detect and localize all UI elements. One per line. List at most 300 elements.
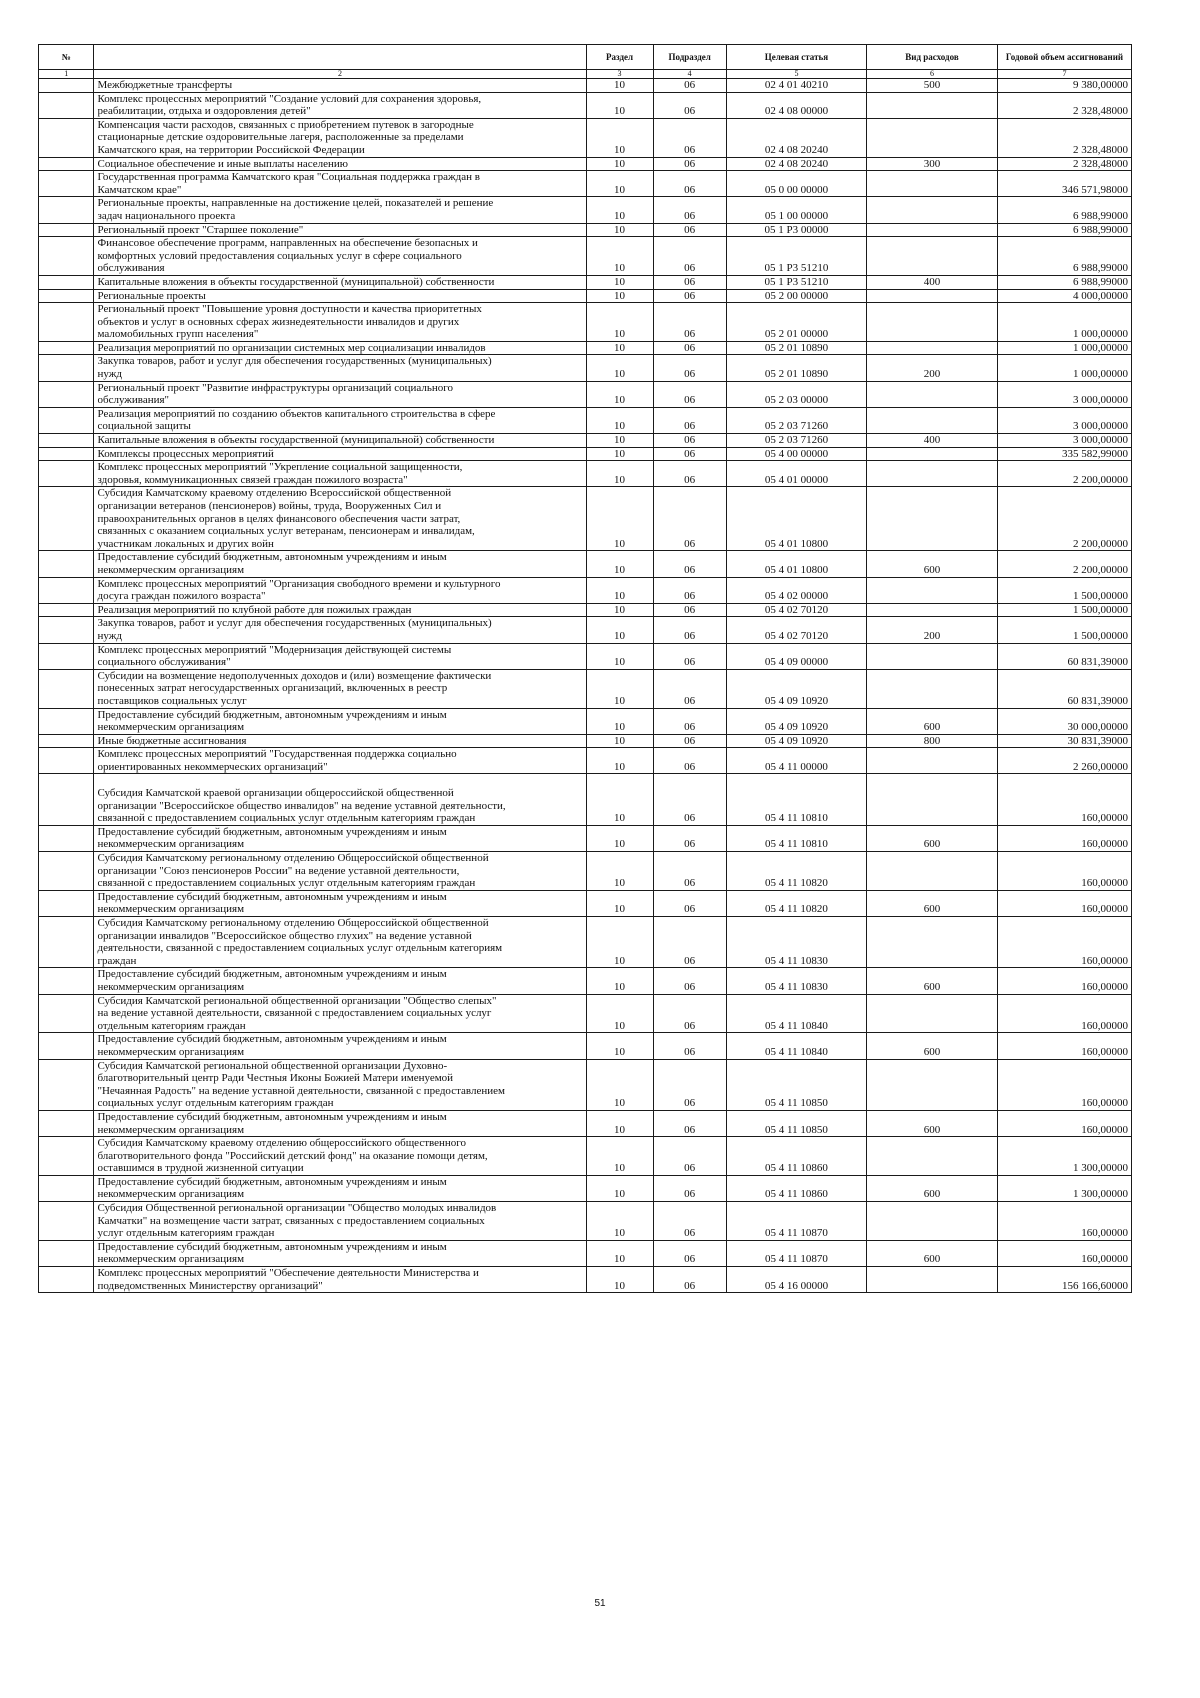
- row-article-cell: 05 4 09 00000: [726, 643, 866, 669]
- row-article-cell: 05 4 11 10820: [726, 890, 866, 916]
- table-row: [39, 1059, 1132, 1110]
- row-podrazdel-cell: 06: [653, 197, 726, 223]
- table-row: [39, 223, 1132, 237]
- row-name-cell: Финансовое обеспечение программ, направленных на обеспечение безопасных и комфортных условий предоставления социальных услуг в сфере социального обслуживания: [94, 237, 586, 276]
- row-name-cell: Субсидия Камчатской региональной общественной организации "Общество слепых" на ведение уставной деятельности, связанной с предоставлением социальных услуг отдельным категориям граждан: [94, 994, 586, 1033]
- row-razdel-cell: 10: [586, 1033, 653, 1059]
- row-razdel-cell: 10: [586, 603, 653, 617]
- row-podrazdel-cell: 06: [653, 825, 726, 851]
- row-amount-cell: 2 328,48000: [997, 92, 1131, 118]
- row-amount-cell: 2 200,00000: [997, 487, 1131, 551]
- table-row: [39, 994, 1132, 1033]
- row-amount-cell: 160,00000: [997, 825, 1131, 851]
- row-vid-cell: 600: [867, 1110, 998, 1136]
- row-article-cell: 05 4 11 10860: [726, 1137, 866, 1176]
- row-podrazdel-cell: 06: [653, 968, 726, 994]
- row-razdel-cell: 10: [586, 1059, 653, 1110]
- column-number: 4: [653, 70, 726, 79]
- row-amount-cell: 160,00000: [997, 852, 1131, 891]
- row-number-cell: [39, 118, 94, 157]
- row-razdel-cell: 10: [586, 968, 653, 994]
- row-number-cell: [39, 197, 94, 223]
- row-article-cell: 05 4 01 00000: [726, 461, 866, 487]
- row-vid-cell: [867, 92, 998, 118]
- row-amount-cell: 1 300,00000: [997, 1137, 1131, 1176]
- row-razdel-cell: 10: [586, 748, 653, 774]
- row-razdel-cell: 10: [586, 774, 653, 825]
- row-name-cell: Закупка товаров, работ и услуг для обеспечения государственных (муниципальных) нужд: [94, 617, 586, 643]
- row-number-cell: [39, 407, 94, 433]
- table-row: [39, 748, 1132, 774]
- row-number-cell: [39, 461, 94, 487]
- table-row: [39, 825, 1132, 851]
- row-razdel-cell: 10: [586, 1175, 653, 1201]
- row-amount-cell: 160,00000: [997, 774, 1131, 825]
- row-razdel-cell: 10: [586, 289, 653, 303]
- row-razdel-cell: 10: [586, 407, 653, 433]
- row-vid-cell: [867, 603, 998, 617]
- row-razdel-cell: 10: [586, 303, 653, 342]
- row-number-cell: [39, 734, 94, 748]
- row-number-cell: [39, 447, 94, 461]
- row-vid-cell: [867, 852, 998, 891]
- row-name-cell: Реализация мероприятий по созданию объектов капитального строительства в сфере социальной защиты: [94, 407, 586, 433]
- row-razdel-cell: 10: [586, 275, 653, 289]
- row-amount-cell: 160,00000: [997, 1059, 1131, 1110]
- row-razdel-cell: 10: [586, 79, 653, 93]
- row-amount-cell: 1 500,00000: [997, 617, 1131, 643]
- row-vid-cell: [867, 447, 998, 461]
- row-razdel-cell: 10: [586, 197, 653, 223]
- row-razdel-cell: 10: [586, 669, 653, 708]
- row-article-cell: 05 2 03 71260: [726, 434, 866, 448]
- row-podrazdel-cell: 06: [653, 461, 726, 487]
- row-podrazdel-cell: 06: [653, 223, 726, 237]
- row-razdel-cell: 10: [586, 617, 653, 643]
- row-name-cell: Предоставление субсидий бюджетным, автономным учреждениям и иным некоммерческим организациям: [94, 825, 586, 851]
- row-name-cell: Комплексы процессных мероприятий: [94, 447, 586, 461]
- row-podrazdel-cell: 06: [653, 237, 726, 276]
- row-podrazdel-cell: 06: [653, 1033, 726, 1059]
- row-vid-cell: [867, 748, 998, 774]
- row-article-cell: 05 4 11 10840: [726, 994, 866, 1033]
- row-name-cell: Субсидия Общественной региональной организации "Общество молодых инвалидов Камчатки" на возмещение части затрат, связанных с предоставлением социальных услуг отдельным категориям граждан: [94, 1202, 586, 1241]
- row-number-cell: [39, 355, 94, 381]
- row-number-cell: [39, 487, 94, 551]
- row-amount-cell: 1 000,00000: [997, 355, 1131, 381]
- table-row: [39, 968, 1132, 994]
- table-row: [39, 157, 1132, 171]
- row-name-cell: Компенсация части расходов, связанных с приобретением путевок в загородные стационарные детские оздоровительные лагеря, расположенные за пределами Камчатского края, на территории Российской Федерации: [94, 118, 586, 157]
- row-number-cell: [39, 551, 94, 577]
- row-name-cell: Комплекс процессных мероприятий "Организация свободного времени и культурного досуга граждан пожилого возраста": [94, 577, 586, 603]
- row-vid-cell: [867, 171, 998, 197]
- row-vid-cell: 600: [867, 890, 998, 916]
- row-number-cell: [39, 577, 94, 603]
- row-article-cell: 05 4 11 10860: [726, 1175, 866, 1201]
- row-podrazdel-cell: 06: [653, 1240, 726, 1266]
- row-article-cell: 05 4 11 10850: [726, 1110, 866, 1136]
- row-article-cell: 05 2 01 10890: [726, 341, 866, 355]
- row-article-cell: 05 2 00 00000: [726, 289, 866, 303]
- row-amount-cell: 3 000,00000: [997, 381, 1131, 407]
- row-vid-cell: 200: [867, 355, 998, 381]
- row-vid-cell: [867, 237, 998, 276]
- row-podrazdel-cell: 06: [653, 1202, 726, 1241]
- table-row: [39, 407, 1132, 433]
- table-row: [39, 643, 1132, 669]
- row-vid-cell: 500: [867, 79, 998, 93]
- table-row: [39, 92, 1132, 118]
- row-amount-cell: 6 988,99000: [997, 237, 1131, 276]
- row-amount-cell: 4 000,00000: [997, 289, 1131, 303]
- row-vid-cell: [867, 577, 998, 603]
- row-name-cell: Предоставление субсидий бюджетным, автономным учреждениям и иным некоммерческим организациям: [94, 890, 586, 916]
- row-amount-cell: 6 988,99000: [997, 197, 1131, 223]
- row-name-cell: Предоставление субсидий бюджетным, автономным учреждениям и иным некоммерческим организациям: [94, 708, 586, 734]
- table-row: [39, 1240, 1132, 1266]
- row-razdel-cell: 10: [586, 171, 653, 197]
- row-article-cell: 05 4 11 00000: [726, 748, 866, 774]
- row-vid-cell: [867, 774, 998, 825]
- table-row: [39, 355, 1132, 381]
- row-podrazdel-cell: 06: [653, 994, 726, 1033]
- table-row: [39, 774, 1132, 825]
- row-article-cell: 02 4 08 20240: [726, 118, 866, 157]
- row-name-cell: Комплекс процессных мероприятий "Укрепление социальной защищенности, здоровья, коммуникационных связей граждан пожилого возраста": [94, 461, 586, 487]
- row-razdel-cell: 10: [586, 118, 653, 157]
- row-vid-cell: [867, 381, 998, 407]
- row-podrazdel-cell: 06: [653, 487, 726, 551]
- row-amount-cell: 160,00000: [997, 1202, 1131, 1241]
- row-article-cell: 05 2 01 10890: [726, 355, 866, 381]
- row-podrazdel-cell: 06: [653, 92, 726, 118]
- row-razdel-cell: 10: [586, 341, 653, 355]
- header-podrazdel: Подраздел: [653, 45, 726, 70]
- row-vid-cell: [867, 461, 998, 487]
- row-number-cell: [39, 1110, 94, 1136]
- table-row: [39, 434, 1132, 448]
- header-name: [94, 45, 586, 70]
- row-number-cell: [39, 79, 94, 93]
- header-row: [39, 45, 1132, 70]
- row-podrazdel-cell: 06: [653, 157, 726, 171]
- row-podrazdel-cell: 06: [653, 434, 726, 448]
- table-row: [39, 708, 1132, 734]
- row-podrazdel-cell: 06: [653, 617, 726, 643]
- row-vid-cell: [867, 407, 998, 433]
- page-number: 51: [594, 1598, 606, 1609]
- row-podrazdel-cell: 06: [653, 669, 726, 708]
- row-vid-cell: 600: [867, 551, 998, 577]
- row-article-cell: 05 2 03 00000: [726, 381, 866, 407]
- row-vid-cell: 600: [867, 825, 998, 851]
- row-article-cell: 02 4 08 00000: [726, 92, 866, 118]
- row-podrazdel-cell: 06: [653, 551, 726, 577]
- row-vid-cell: [867, 303, 998, 342]
- row-vid-cell: [867, 118, 998, 157]
- row-number-cell: [39, 968, 94, 994]
- row-amount-cell: 6 988,99000: [997, 275, 1131, 289]
- row-number-cell: [39, 603, 94, 617]
- row-podrazdel-cell: 06: [653, 1110, 726, 1136]
- row-name-cell: Комплекс процессных мероприятий "Создание условий для сохранения здоровья, реабилитации, отдыха и оздоровления детей": [94, 92, 586, 118]
- row-podrazdel-cell: 06: [653, 748, 726, 774]
- row-number-cell: [39, 171, 94, 197]
- row-number-cell: [39, 1033, 94, 1059]
- row-amount-cell: 160,00000: [997, 1033, 1131, 1059]
- row-name-cell: Субсидии на возмещение недополученных доходов и (или) возмещение фактически понесенных затрат негосударственных организаций, включенных в реестр поставщиков социальных услуг: [94, 669, 586, 708]
- row-razdel-cell: 10: [586, 708, 653, 734]
- row-amount-cell: 160,00000: [997, 890, 1131, 916]
- row-vid-cell: [867, 197, 998, 223]
- row-razdel-cell: 10: [586, 434, 653, 448]
- row-podrazdel-cell: 06: [653, 289, 726, 303]
- row-name-cell: Предоставление субсидий бюджетным, автономным учреждениям и иным некоммерческим организациям: [94, 551, 586, 577]
- row-vid-cell: [867, 289, 998, 303]
- header-vid: Вид расходов: [867, 45, 998, 70]
- row-number-cell: [39, 994, 94, 1033]
- table-row: [39, 118, 1132, 157]
- row-article-cell: 05 4 11 10870: [726, 1202, 866, 1241]
- row-vid-cell: [867, 1137, 998, 1176]
- row-article-cell: 05 1 P3 51210: [726, 275, 866, 289]
- row-podrazdel-cell: 06: [653, 852, 726, 891]
- row-article-cell: 05 0 00 00000: [726, 171, 866, 197]
- row-vid-cell: 400: [867, 275, 998, 289]
- row-number-cell: [39, 92, 94, 118]
- row-name-cell: Межбюджетные трансферты: [94, 79, 586, 93]
- row-article-cell: 05 4 11 10840: [726, 1033, 866, 1059]
- row-article-cell: 05 4 11 10810: [726, 774, 866, 825]
- row-razdel-cell: 10: [586, 643, 653, 669]
- row-number-cell: [39, 341, 94, 355]
- row-name-cell: Комплекс процессных мероприятий "Обеспечение деятельности Министерства и подведомственных Министерству организаций": [94, 1267, 586, 1293]
- column-number: 1: [39, 70, 94, 79]
- row-podrazdel-cell: 06: [653, 407, 726, 433]
- row-podrazdel-cell: 06: [653, 381, 726, 407]
- table-row: [39, 1175, 1132, 1201]
- row-name-cell: Закупка товаров, работ и услуг для обеспечения государственных (муниципальных) нужд: [94, 355, 586, 381]
- table-row: [39, 551, 1132, 577]
- row-amount-cell: 1 000,00000: [997, 303, 1131, 342]
- table-row: [39, 447, 1132, 461]
- row-vid-cell: 400: [867, 434, 998, 448]
- table-row: [39, 461, 1132, 487]
- row-name-cell: Капитальные вложения в объекты государственной (муниципальной) собственности: [94, 275, 586, 289]
- column-number: 3: [586, 70, 653, 79]
- row-name-cell: Предоставление субсидий бюджетным, автономным учреждениям и иным некоммерческим организациям: [94, 968, 586, 994]
- table-row: [39, 852, 1132, 891]
- row-name-cell: Субсидия Камчатской краевой организации общероссийской общественной организации "Всероссийское общество инвалидов" на ведение уставной деятельности, связанной с предоставлением социальных услуг отдельным категориям граждан: [94, 774, 586, 825]
- row-number-cell: [39, 617, 94, 643]
- row-article-cell: 05 1 P3 00000: [726, 223, 866, 237]
- row-razdel-cell: 10: [586, 92, 653, 118]
- row-podrazdel-cell: 06: [653, 1137, 726, 1176]
- row-number-cell: [39, 852, 94, 891]
- table-row: [39, 341, 1132, 355]
- row-vid-cell: 600: [867, 708, 998, 734]
- row-vid-cell: [867, 917, 998, 968]
- table-row: [39, 381, 1132, 407]
- table-row: [39, 303, 1132, 342]
- row-amount-cell: 160,00000: [997, 917, 1131, 968]
- row-name-cell: Реализация мероприятий по клубной работе для пожилых граждан: [94, 603, 586, 617]
- header-article: Целевая статья: [726, 45, 866, 70]
- row-number-cell: [39, 237, 94, 276]
- row-name-cell: Капитальные вложения в объекты государственной (муниципальной) собственности: [94, 434, 586, 448]
- row-name-cell: Иные бюджетные ассигнования: [94, 734, 586, 748]
- table-row: [39, 79, 1132, 93]
- row-podrazdel-cell: 06: [653, 774, 726, 825]
- row-name-cell: Комплекс процессных мероприятий "Модернизация действующей системы социального обслуживания": [94, 643, 586, 669]
- row-razdel-cell: 10: [586, 551, 653, 577]
- row-article-cell: 05 4 01 10800: [726, 551, 866, 577]
- table-row: [39, 1033, 1132, 1059]
- row-amount-cell: 160,00000: [997, 1110, 1131, 1136]
- row-podrazdel-cell: 06: [653, 708, 726, 734]
- row-article-cell: 05 4 11 10830: [726, 917, 866, 968]
- header-amount: Годовой объем ассигнований: [997, 45, 1131, 70]
- table-row: [39, 237, 1132, 276]
- row-razdel-cell: 10: [586, 577, 653, 603]
- row-name-cell: Предоставление субсидий бюджетным, автономным учреждениям и иным некоммерческим организациям: [94, 1175, 586, 1201]
- row-amount-cell: 3 000,00000: [997, 434, 1131, 448]
- row-name-cell: Субсидия Камчатскому краевому отделению общероссийского общественного благотворительного фонда "Российский детский фонд" на оказание помощи детям, оставшимся в трудной жизненной ситуации: [94, 1137, 586, 1176]
- row-podrazdel-cell: 06: [653, 341, 726, 355]
- row-podrazdel-cell: 06: [653, 734, 726, 748]
- row-podrazdel-cell: 06: [653, 275, 726, 289]
- row-number-cell: [39, 1059, 94, 1110]
- row-vid-cell: [867, 341, 998, 355]
- row-article-cell: 05 4 02 70120: [726, 603, 866, 617]
- row-name-cell: Государственная программа Камчатского края "Социальная поддержка граждан в Камчатском крае": [94, 171, 586, 197]
- row-vid-cell: 600: [867, 968, 998, 994]
- row-name-cell: Социальное обеспечение и иные выплаты населению: [94, 157, 586, 171]
- row-amount-cell: 1 000,00000: [997, 341, 1131, 355]
- row-podrazdel-cell: 06: [653, 303, 726, 342]
- row-name-cell: Региональные проекты, направленные на достижение целей, показателей и решение задач национального проекта: [94, 197, 586, 223]
- row-article-cell: 05 4 00 00000: [726, 447, 866, 461]
- column-number: 2: [94, 70, 586, 79]
- row-amount-cell: 2 260,00000: [997, 748, 1131, 774]
- row-article-cell: 05 4 02 00000: [726, 577, 866, 603]
- row-amount-cell: 335 582,99000: [997, 447, 1131, 461]
- table-row: [39, 289, 1132, 303]
- row-amount-cell: 346 571,98000: [997, 171, 1131, 197]
- row-number-cell: [39, 748, 94, 774]
- row-podrazdel-cell: 06: [653, 643, 726, 669]
- row-razdel-cell: 10: [586, 917, 653, 968]
- table-row: [39, 1202, 1132, 1241]
- row-amount-cell: 9 380,00000: [997, 79, 1131, 93]
- budget-table: [38, 44, 1132, 1293]
- row-vid-cell: [867, 994, 998, 1033]
- table-row: [39, 734, 1132, 748]
- row-article-cell: 05 4 01 10800: [726, 487, 866, 551]
- table-row: [39, 603, 1132, 617]
- row-number-cell: [39, 1137, 94, 1176]
- row-amount-cell: 30 000,00000: [997, 708, 1131, 734]
- row-name-cell: Предоставление субсидий бюджетным, автономным учреждениям и иным некоммерческим организациям: [94, 1033, 586, 1059]
- row-number-cell: [39, 890, 94, 916]
- row-razdel-cell: 10: [586, 447, 653, 461]
- row-vid-cell: [867, 669, 998, 708]
- row-vid-cell: 300: [867, 157, 998, 171]
- row-article-cell: 05 2 03 71260: [726, 407, 866, 433]
- row-number-cell: [39, 1202, 94, 1241]
- row-razdel-cell: 10: [586, 157, 653, 171]
- row-article-cell: 05 4 11 10870: [726, 1240, 866, 1266]
- row-name-cell: Субсидия Камчатскому региональному отделению Общероссийской общественной организации инвалидов "Всероссийское общество глухих" на ведение уставной деятельности, связанной с предоставлением социальных услуг отдельным категориям граждан: [94, 917, 586, 968]
- row-amount-cell: 3 000,00000: [997, 407, 1131, 433]
- row-amount-cell: 156 166,60000: [997, 1267, 1131, 1293]
- row-number-cell: [39, 289, 94, 303]
- row-podrazdel-cell: 06: [653, 1175, 726, 1201]
- row-razdel-cell: 10: [586, 381, 653, 407]
- row-razdel-cell: 10: [586, 825, 653, 851]
- budget-sheet: [38, 44, 1132, 1293]
- table-body: [39, 79, 1132, 1293]
- row-article-cell: 05 1 00 00000: [726, 197, 866, 223]
- row-podrazdel-cell: 06: [653, 890, 726, 916]
- row-amount-cell: 2 200,00000: [997, 551, 1131, 577]
- row-number-cell: [39, 1240, 94, 1266]
- row-number-cell: [39, 1175, 94, 1201]
- row-number-cell: [39, 774, 94, 825]
- row-amount-cell: 60 831,39000: [997, 643, 1131, 669]
- table-row: [39, 1110, 1132, 1136]
- row-number-cell: [39, 434, 94, 448]
- row-amount-cell: 1 500,00000: [997, 603, 1131, 617]
- row-name-cell: Региональные проекты: [94, 289, 586, 303]
- table-row: [39, 669, 1132, 708]
- row-name-cell: Субсидия Камчатскому региональному отделению Общероссийской общественной организации "Союз пенсионеров России" на ведение уставной деятельности, связанной с предоставлением социальных услуг отдельным категориям граждан: [94, 852, 586, 891]
- header-razdel: Раздел: [586, 45, 653, 70]
- row-podrazdel-cell: 06: [653, 577, 726, 603]
- row-name-cell: Субсидия Камчатскому краевому отделению Всероссийской общественной организации ветеранов (пенсионеров) войны, труда, Вооруженных Сил и правоохранительных органов в целях финансового обеспечения части затрат, связанных с оказанием социальных услуг ветеранам, пенсионерам и инвалидам, участникам локальных и других войн: [94, 487, 586, 551]
- row-razdel-cell: 10: [586, 1267, 653, 1293]
- row-article-cell: 05 4 11 10830: [726, 968, 866, 994]
- row-vid-cell: [867, 223, 998, 237]
- row-amount-cell: 60 831,39000: [997, 669, 1131, 708]
- row-number-cell: [39, 303, 94, 342]
- row-number-cell: [39, 643, 94, 669]
- table-row: [39, 617, 1132, 643]
- table-row: [39, 275, 1132, 289]
- row-podrazdel-cell: 06: [653, 171, 726, 197]
- row-vid-cell: 600: [867, 1240, 998, 1266]
- row-podrazdel-cell: 06: [653, 355, 726, 381]
- row-razdel-cell: 10: [586, 237, 653, 276]
- row-name-cell: Субсидия Камчатской региональной общественной организации Духовно- благотворительный центр Ради Честныя Иконы Божией Матери именуемой "Нечаянная Радость" на ведение уставной деятельности, связанной с предоставлением социальных услуг отдельным категориям граждан: [94, 1059, 586, 1110]
- row-razdel-cell: 10: [586, 1137, 653, 1176]
- column-number: 7: [997, 70, 1131, 79]
- row-vid-cell: 600: [867, 1175, 998, 1201]
- column-number: 6: [867, 70, 998, 79]
- row-article-cell: 05 4 02 70120: [726, 617, 866, 643]
- row-podrazdel-cell: 06: [653, 1267, 726, 1293]
- row-vid-cell: 800: [867, 734, 998, 748]
- row-number-cell: [39, 157, 94, 171]
- row-name-cell: Региональный проект "Старшее поколение": [94, 223, 586, 237]
- row-number-cell: [39, 223, 94, 237]
- row-number-cell: [39, 275, 94, 289]
- row-amount-cell: 2 200,00000: [997, 461, 1131, 487]
- table-row: [39, 171, 1132, 197]
- row-podrazdel-cell: 06: [653, 447, 726, 461]
- row-name-cell: Региональный проект "Повышение уровня доступности и качества приоритетных объектов и услуг в основных сферах жизнедеятельности инвалидов и других маломобильных групп населения": [94, 303, 586, 342]
